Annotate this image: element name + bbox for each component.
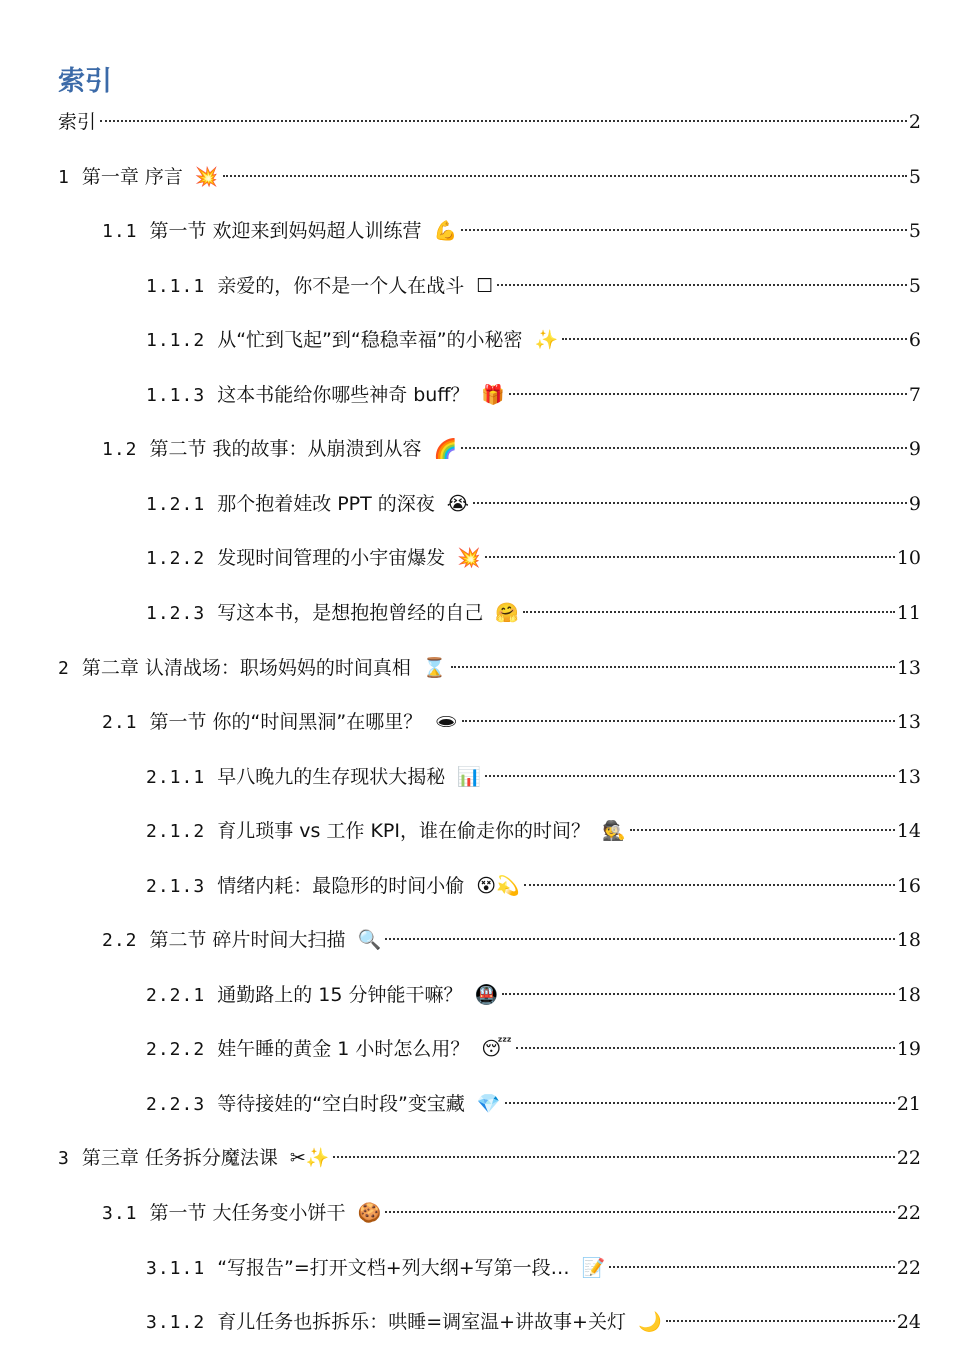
toc-entry-number: 1.1 xyxy=(102,221,138,243)
emoji-icon: 💥 xyxy=(194,165,219,188)
toc-entry-title: 情绪内耗：最隐形的时间小偷 xyxy=(217,874,465,897)
emoji-icon: ✂✨ xyxy=(289,1147,330,1170)
toc-entry[interactable] xyxy=(58,1143,921,1173)
toc-entry-title: 第二章 认清战场：职场妈妈的时间真相 xyxy=(81,656,411,679)
toc-entry-page-number: 13 xyxy=(896,711,921,734)
emoji-icon: 😭 xyxy=(446,492,469,515)
toc-entry-title: 育儿琐事 vs 工作 KPI，谁在偷走你的时间？ xyxy=(217,820,590,843)
emoji-icon: 💥 xyxy=(457,547,481,570)
toc-entry-number: 1.2.2 xyxy=(146,548,206,570)
emoji-icon: 🚇 xyxy=(474,983,499,1006)
dot-leader xyxy=(451,666,895,668)
toc-entry-number: 2.2.1 xyxy=(146,984,206,1006)
toc-entry[interactable] xyxy=(102,216,921,246)
toc-entry-page-number: 5 xyxy=(908,165,921,188)
toc-entry-page-number: 13 xyxy=(896,656,921,679)
dot-leader xyxy=(461,447,907,449)
toc-entry-title: 早八晚九的生存现状大揭秘 xyxy=(217,765,446,788)
toc-entry[interactable] xyxy=(146,598,921,628)
toc-entry[interactable] xyxy=(102,1198,921,1228)
toc-entry-title: 第二节 我的故事：从崩溃到从容 xyxy=(149,438,422,461)
toc-entry-number: 2.2 xyxy=(102,930,138,952)
toc-entry-page-number: 21 xyxy=(896,1092,921,1115)
dot-leader xyxy=(509,393,907,395)
toc-entry-number: 1.2 xyxy=(102,439,138,461)
dot-leader xyxy=(562,338,907,340)
toc-entry-title: 第二节 碎片时间大扫描 xyxy=(149,929,346,952)
dot-leader xyxy=(523,611,895,613)
emoji-icon: 💎 xyxy=(476,1092,501,1115)
emoji-icon: ✨ xyxy=(534,329,559,352)
toc-entry-title: 第一节 大任务变小饼干 xyxy=(149,1202,346,1224)
emoji-icon: 🕵 xyxy=(601,820,626,843)
dot-leader xyxy=(461,229,907,231)
emoji-icon: 🌙 xyxy=(637,1311,662,1334)
toc-entry-title: 第三章 任务拆分魔法课 xyxy=(81,1147,278,1170)
toc-entry-number: 3.1.2 xyxy=(146,1312,206,1334)
emoji-icon: 🤗 xyxy=(495,601,519,624)
toc-entry-title: 第一节 你的“时间黑洞”在哪里？ xyxy=(149,711,423,734)
toc-entry-title: 育儿任务也拆拆乐：哄睡=调室温+讲故事+关灯 xyxy=(217,1311,626,1334)
dot-leader xyxy=(100,120,907,122)
dot-leader xyxy=(473,502,907,504)
toc-entry[interactable] xyxy=(58,162,921,192)
toc-entry-page-number: 9 xyxy=(908,438,921,461)
toc-entry[interactable] xyxy=(58,107,921,137)
toc-entry-page-number: 24 xyxy=(896,1311,921,1334)
toc-entry-title: 发现时间管理的小宇宙爆发 xyxy=(217,547,446,570)
toc-entry-number: 1.1.2 xyxy=(146,330,206,352)
toc-entry-page-number: 16 xyxy=(896,874,921,897)
toc-entry-page-number: 9 xyxy=(908,492,921,515)
emoji-icon: 🍪 xyxy=(357,1202,382,1224)
toc-entry[interactable] xyxy=(146,871,921,901)
toc-entry[interactable] xyxy=(102,434,921,464)
toc-entry-page-number: 13 xyxy=(896,765,921,788)
toc-entry-title: 等待接娃的“空白时段”变宝藏 xyxy=(217,1092,465,1115)
toc-entry[interactable] xyxy=(102,707,921,737)
toc-entry[interactable] xyxy=(146,1253,921,1283)
toc-entry-page-number: 5 xyxy=(908,274,921,297)
dot-leader xyxy=(630,829,895,831)
dot-leader xyxy=(385,938,895,940)
dot-leader xyxy=(524,884,895,886)
toc-entry-number: 3.1 xyxy=(102,1203,138,1224)
toc-entry-title: 娃午睡的黄金 1 小时怎么用？ xyxy=(217,1038,470,1061)
toc-entry[interactable] xyxy=(146,543,921,573)
toc-entry-number: 3 xyxy=(58,1148,70,1170)
dot-leader xyxy=(502,993,895,995)
dot-leader xyxy=(223,175,907,177)
toc-entry-number: 1.2.1 xyxy=(146,493,206,515)
toc-entry-title: 第一章 序言 xyxy=(81,165,183,188)
toc-entry-number: 2.1.2 xyxy=(146,821,206,843)
emoji-icon: 💪 xyxy=(433,220,458,243)
toc-entry[interactable] xyxy=(146,980,921,1010)
toc-entry-title: “写报告”=打开文档+列大纲+写第一段… xyxy=(217,1256,570,1279)
toc-entry-number: 2.1.3 xyxy=(146,875,206,897)
dot-leader xyxy=(497,284,907,286)
toc-entry[interactable] xyxy=(58,653,921,683)
dot-leader xyxy=(609,1266,895,1268)
emoji-icon: 🎁 xyxy=(481,383,506,406)
toc-entry-number: 2.1.1 xyxy=(146,766,206,788)
toc-entry-page-number: 2 xyxy=(908,111,921,133)
toc-entry-page-number: 5 xyxy=(908,220,921,243)
toc-entry-page-number: 22 xyxy=(896,1202,921,1224)
toc-entry[interactable] xyxy=(146,1089,921,1119)
emoji-icon: 🌈 xyxy=(433,438,458,461)
emoji-icon: ☐ xyxy=(476,274,494,297)
toc-entry-page-number: 18 xyxy=(896,929,921,952)
toc-entry-number: 2.2.2 xyxy=(146,1039,206,1061)
toc-entry-page-number: 22 xyxy=(896,1147,921,1170)
emoji-icon: 😴 xyxy=(481,1038,512,1061)
toc-entry-title: 那个抱着娃改 PPT 的深夜 xyxy=(217,492,435,515)
toc-entry[interactable] xyxy=(146,380,921,410)
toc-entry[interactable] xyxy=(146,489,921,519)
toc-entry-number: 2.1 xyxy=(102,712,138,734)
toc-entry-title: 写这本书，是想抱抱曾经的自己 xyxy=(217,601,484,624)
toc-entry[interactable] xyxy=(146,762,921,792)
dot-leader xyxy=(666,1320,895,1322)
toc-entry-number: 1.2.3 xyxy=(146,602,206,624)
emoji-icon: 🔍 xyxy=(357,929,382,952)
dot-leader xyxy=(333,1156,894,1158)
toc-entry-number: 3.1.1 xyxy=(146,1257,206,1279)
dot-leader xyxy=(385,1211,895,1213)
emoji-icon: 🕳 xyxy=(434,711,459,734)
toc-entry-number: 1.1.1 xyxy=(146,275,206,297)
toc-entry-page-number: 19 xyxy=(896,1038,921,1061)
toc-heading: 索引 xyxy=(58,66,112,97)
toc-entry-title: 从“忙到飞起”到“稳稳幸福”的小秘密 xyxy=(217,329,523,352)
toc-entry-page-number: 6 xyxy=(908,329,921,352)
toc-entry-number: 2 xyxy=(58,657,70,679)
toc-entry-page-number: 18 xyxy=(896,983,921,1006)
toc-entry[interactable] xyxy=(146,816,921,846)
toc-entry-number: 1.1.3 xyxy=(146,384,206,406)
toc-entry[interactable] xyxy=(146,271,921,301)
emoji-icon: 😵💫 xyxy=(476,874,520,897)
toc-entry-page-number: 11 xyxy=(896,601,921,624)
toc-entry-title: 亲爱的，你不是一个人在战斗 xyxy=(217,274,465,297)
toc-entry-page-number: 14 xyxy=(896,820,921,843)
dot-leader xyxy=(485,775,895,777)
emoji-icon: 📊 xyxy=(457,765,481,788)
toc-entry[interactable] xyxy=(146,325,921,355)
toc-entry-page-number: 10 xyxy=(896,547,921,570)
dot-leader xyxy=(462,720,894,722)
dot-leader xyxy=(505,1102,895,1104)
dot-leader xyxy=(516,1047,895,1049)
toc-entry-page-number: 7 xyxy=(908,383,921,406)
toc-entry-number: 1 xyxy=(58,166,70,188)
toc-entry-title: 通勤路上的 15 分钟能干嘛？ xyxy=(217,983,463,1006)
toc-entry-page-number: 22 xyxy=(896,1256,921,1279)
toc-entry-title: 索引 xyxy=(58,111,97,133)
toc-entry-title: 第一节 欢迎来到妈妈超人训练营 xyxy=(149,220,422,243)
toc-entry-number: 2.2.3 xyxy=(146,1093,206,1115)
toc-entry-title: 这本书能给你哪些神奇 buff？ xyxy=(217,383,470,406)
emoji-icon: 📝 xyxy=(581,1256,606,1279)
toc-entry[interactable] xyxy=(146,1034,921,1064)
toc-entry[interactable] xyxy=(102,925,921,955)
emoji-icon: ⌛ xyxy=(422,656,447,679)
dot-leader xyxy=(485,556,895,558)
toc-entry[interactable] xyxy=(146,1307,921,1337)
